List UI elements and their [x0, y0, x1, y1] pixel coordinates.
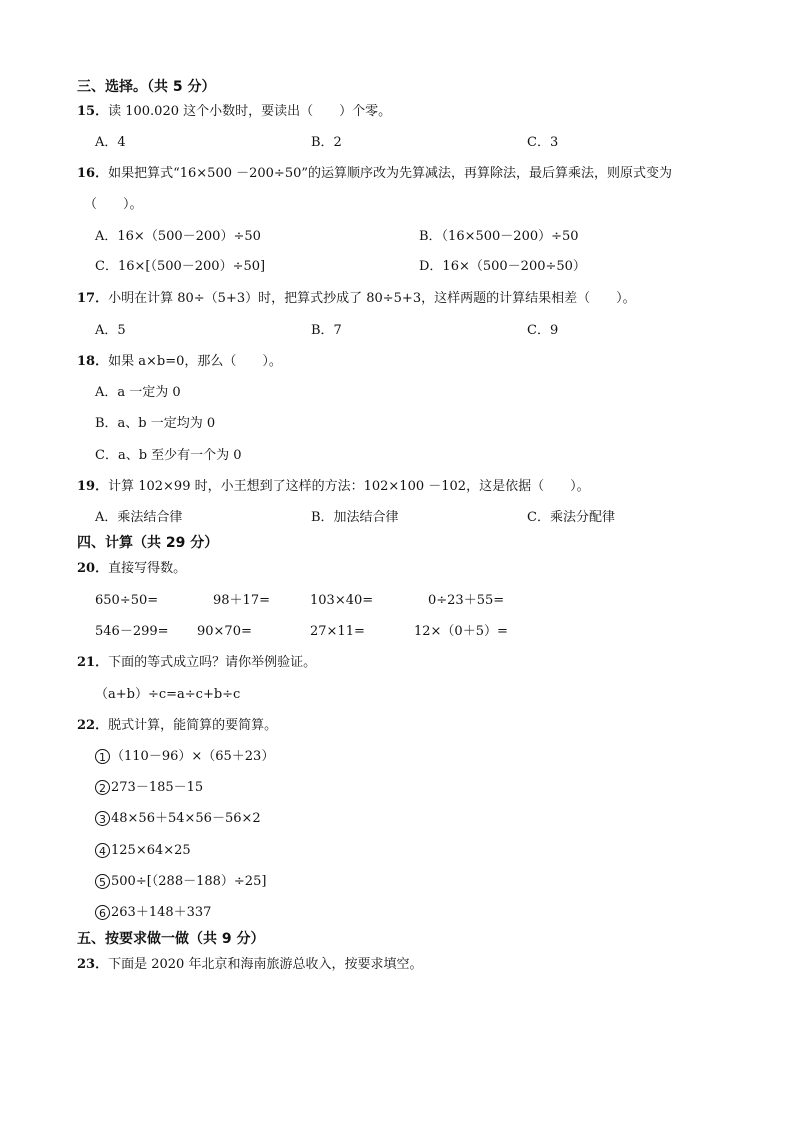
- q22-item: [95, 748, 274, 766]
- q16-option-d: D．16×（500－200÷50）: [419, 259, 586, 274]
- question-text: 小明在计算 80÷（5+3）时，把算式抄成了 80÷5+3，这样两题的计算结果相差（ ）。: [108, 291, 636, 306]
- question-text: 读 100.020 这个小数时，要读出（ ）个零。: [108, 104, 392, 119]
- question-number: 15．: [77, 104, 109, 119]
- circled-number: 5: [95, 874, 110, 889]
- q20-item-8: 12×（0＋5）=: [414, 624, 508, 639]
- q18-option-b: B．a、b 一定均为 0: [95, 416, 216, 431]
- q17-option-a: A．5: [95, 323, 126, 338]
- question-15: [77, 103, 391, 121]
- question-21: [77, 654, 316, 672]
- q19-option-b: B．加法结合律: [311, 510, 399, 525]
- question-number: 21．: [77, 655, 109, 670]
- q19-option-c: C．乘法分配律: [527, 510, 615, 525]
- q17-option-c: C．9: [527, 323, 559, 338]
- question-text: 下面是 2020 年北京和海南旅游总收入，按要求填空。: [108, 957, 423, 972]
- q16-option-a: A．16×（500－200）÷50: [95, 229, 261, 244]
- question-text: 如果 a×b=0，那么（ ）。: [108, 354, 282, 369]
- question-text: 脱式计算，能简算的要简算。: [108, 718, 278, 733]
- section-3-heading: 三、选择。（共 5 分）: [77, 79, 216, 95]
- question-17: [77, 290, 636, 308]
- circled-number: 6: [95, 905, 110, 920]
- q15-option-c: C．3: [527, 135, 559, 150]
- question-text: 下面的等式成立吗？请你举例验证。: [108, 655, 317, 670]
- question-text: 计算 102×99 时，小王想到了这样的方法：102×100 －102，这是依据（ ）。: [108, 479, 590, 494]
- q22-item: [95, 810, 261, 828]
- q20-item-2: 98＋17=: [213, 593, 270, 608]
- q22-expr: 48×56＋54×56－56×2: [111, 811, 261, 826]
- q18-option-c: C．a、b 至少有一个为 0: [95, 448, 242, 463]
- question-18: [77, 353, 282, 371]
- q22-expr: 500÷[（288－188）÷25]: [111, 874, 267, 889]
- q22-item: [95, 904, 211, 922]
- question-16: [77, 165, 672, 183]
- q19-option-a: A．乘法结合律: [95, 510, 183, 525]
- q20-item-4: 0÷23＋55=: [428, 593, 505, 608]
- circled-number: 1: [95, 749, 110, 764]
- question-22: [77, 717, 277, 735]
- q16-option-b: B．（16×500－200）÷50: [419, 229, 579, 244]
- circled-number: 4: [95, 843, 110, 858]
- question-text: 直接写得数。: [108, 561, 187, 576]
- q20-item-7: 27×11=: [310, 624, 365, 639]
- question-number: 16．: [77, 166, 109, 181]
- q15-option-a: A．4: [95, 135, 126, 150]
- q16-option-c: C．16×[（500－200）÷50]: [95, 259, 266, 274]
- q21-formula: （a+b）÷c=a÷c+b÷c: [95, 687, 241, 702]
- q18-option-a: A．a 一定为 0: [95, 385, 181, 400]
- question-19: [77, 478, 590, 496]
- question-16-cont: （ ）。: [84, 197, 143, 212]
- q20-item-3: 103×40=: [310, 593, 374, 608]
- circled-number: 3: [95, 811, 110, 826]
- circled-number: 2: [95, 780, 110, 795]
- question-number: 22．: [77, 718, 109, 733]
- question-23: [77, 956, 422, 974]
- q22-expr: 263＋148＋337: [111, 905, 212, 920]
- q20-item-6: 90×70=: [197, 624, 252, 639]
- q22-item: [95, 842, 191, 860]
- question-number: 17．: [77, 291, 109, 306]
- question-number: 23．: [77, 957, 109, 972]
- question-number: 20．: [77, 561, 109, 576]
- q22-expr: 273－185－15: [111, 780, 204, 795]
- q15-option-b: B．2: [311, 135, 342, 150]
- question-text: 如果把算式“16×500 －200÷50”的运算顺序改为先算减法，再算除法，最后算乘法，则原式变为: [108, 166, 673, 181]
- q20-item-5: 546－299=: [95, 624, 169, 639]
- q22-item: [95, 779, 203, 797]
- q22-expr: （110－96）×（65＋23）: [111, 749, 275, 764]
- question-number: 18．: [77, 354, 109, 369]
- q22-item: [95, 873, 266, 891]
- q17-option-b: B．7: [311, 323, 342, 338]
- q22-expr: 125×64×25: [111, 843, 191, 858]
- question-number: 19．: [77, 479, 109, 494]
- q20-item-1: 650÷50=: [95, 593, 159, 608]
- section-4-heading: 四、计算（共 29 分）: [77, 535, 219, 551]
- question-20: [77, 560, 186, 578]
- section-5-heading: 五、按要求做一做（共 9 分）: [77, 931, 265, 947]
